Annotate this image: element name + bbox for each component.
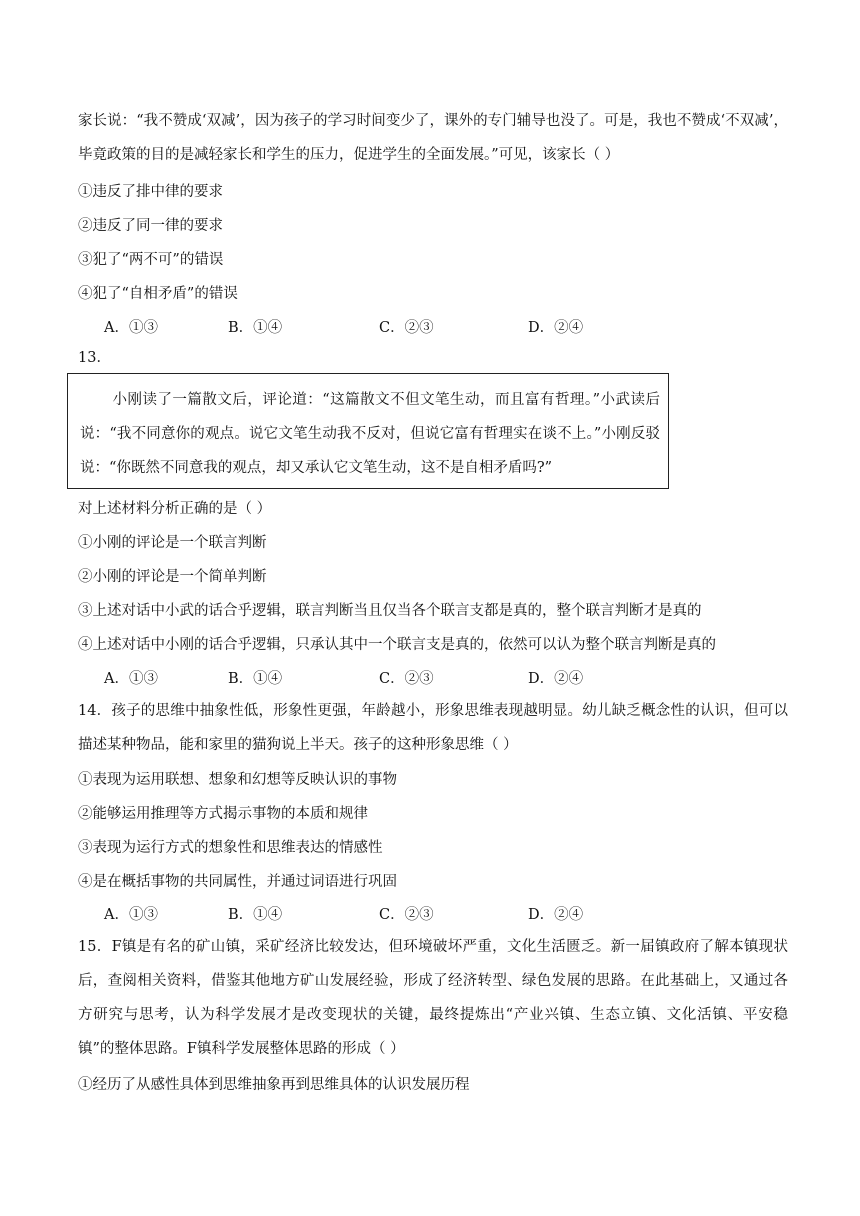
q13-stem: 对上述材料分析正确的是（ ） — [78, 501, 272, 517]
q14-option-d[interactable]: D．②④ — [528, 907, 584, 923]
q12-option-a[interactable]: A．①③ — [104, 320, 158, 336]
q13-option-c[interactable]: C．②③ — [379, 671, 434, 687]
q13-material-text: 小刚读了一篇散文后，评论道：“这篇散文不但文笔生动，而且富有哲理。”小武读后说：“我不同意你的观点。说它文笔生动我不反对，但说它富有哲理实在谈不上。”小刚反驳说：“你既然不同意我的观点，却又承认它文笔生动，这不是自相矛盾吗?” — [80, 392, 660, 476]
q12-item-4: ④犯了“自相矛盾”的错误 — [78, 286, 238, 302]
q13-item-4: ④上述对话中小刚的话合乎逻辑，只承认其中一个联言支是真的，依然可以认为整个联言判断是真的 — [78, 637, 716, 653]
q13-option-b[interactable]: B．①④ — [228, 671, 283, 687]
q12-stem: 家长说：“我不赞成‘双减’，因为孩子的学习时间变少了，课外的专门辅导也没了。可是，我也不赞成‘不双减’，毕竟政策的目的是减轻家长和学生的压力，促进学生的全面发展。”可见，该家长（ ） — [78, 113, 788, 163]
q14-item-4: ④是在概括事物的共同属性，并通过词语进行巩固 — [78, 874, 397, 890]
q13-item-2: ②小刚的评论是一个简单判断 — [78, 569, 267, 585]
q13-number: 13． — [78, 350, 111, 366]
q13-item-1: ①小刚的评论是一个联言判断 — [78, 535, 267, 551]
q12-option-d[interactable]: D．②④ — [528, 320, 584, 336]
q14-item-1: ①表现为运用联想、想象和幻想等反映认识的事物 — [78, 772, 397, 788]
q12-item-1: ①违反了排中律的要求 — [78, 184, 223, 200]
q13-option-a[interactable]: A．①③ — [104, 671, 158, 687]
q15-item-1: ①经历了从感性具体到思维抽象再到思维具体的认识发展历程 — [78, 1077, 470, 1093]
q13-item-3: ③上述对话中小武的话合乎逻辑，联言判断当且仅当各个联言支都是真的，整个联言判断才是真的 — [78, 603, 702, 619]
q12-option-c[interactable]: C．②③ — [379, 320, 434, 336]
q14-option-b[interactable]: B．①④ — [228, 907, 283, 923]
q12-item-2: ②违反了同一律的要求 — [78, 218, 223, 234]
q12-option-b[interactable]: B．①④ — [228, 320, 283, 336]
q14-stem: 14．孩子的思维中抽象性低，形象性更强，年龄越小，形象思维表现越明显。幼儿缺乏概念性的认识，但可以描述某种物品，能和家里的猫狗说上半天。孩子的这种形象思维（ ） — [78, 703, 788, 753]
q13-option-d[interactable]: D．②④ — [528, 671, 584, 687]
q14-option-a[interactable]: A．①③ — [104, 907, 158, 923]
q15-stem: 15．F镇是有名的矿山镇，采矿经济比较发达，但环境破坏严重，文化生活匮乏。新一届镇政府了解本镇现状后，查阅相关资料，借鉴其他地方矿山发展经验，形成了经济转型、绿色发展的思路。在此基础上，又通过各方研究与思考，认为科学发展才是改变现状的关键，最终提炼出“产业兴镇、生态立镇、文化活镇、平安稳镇”的整体思路。F镇科学发展整体思路的形成（ ） — [78, 939, 788, 1057]
q13-material-box — [67, 373, 669, 489]
q14-option-c[interactable]: C．②③ — [379, 907, 434, 923]
q12-item-3: ③犯了“两不可”的错误 — [78, 252, 224, 268]
q14-item-3: ③表现为运行方式的想象性和思维表达的情感性 — [78, 840, 383, 856]
q14-item-2: ②能够运用推理等方式揭示事物的本质和规律 — [78, 806, 368, 822]
